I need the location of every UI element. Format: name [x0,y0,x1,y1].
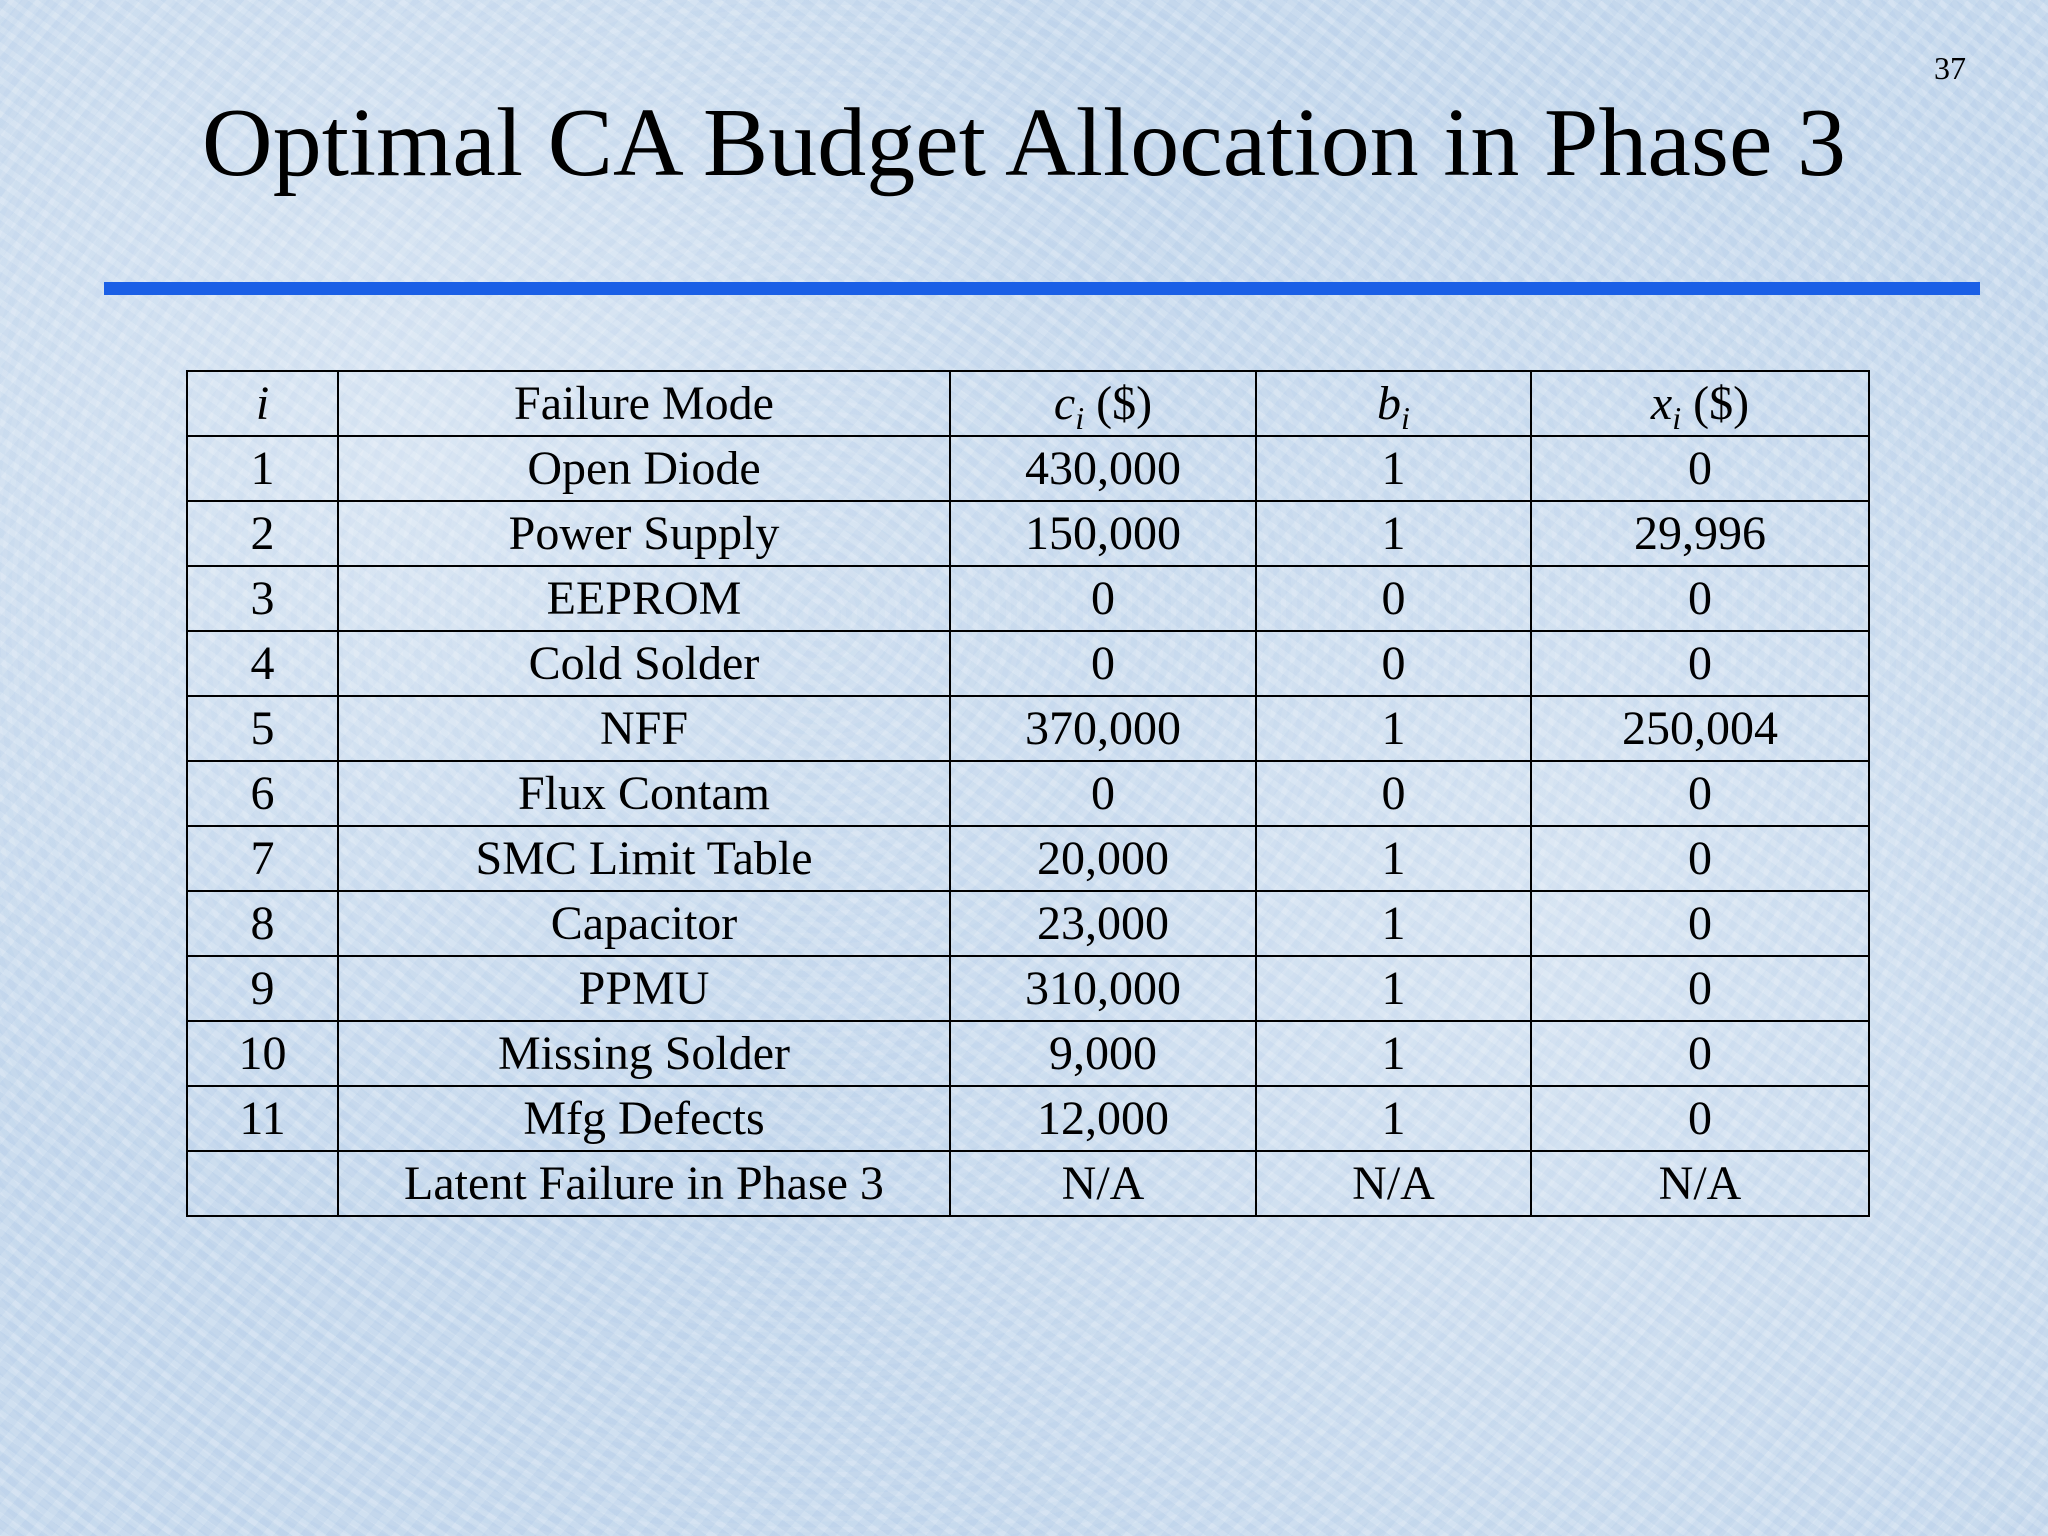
cell-failure-mode: Cold Solder [338,631,950,696]
cell-binary: 1 [1256,1086,1531,1151]
cell-index [187,1151,338,1216]
table-header-row [187,371,1869,436]
table-row [187,1086,1869,1151]
cell-binary: 1 [1256,696,1531,761]
cell-allocation: 0 [1531,436,1869,501]
cell-cost: 310,000 [950,956,1256,1021]
table-row [187,891,1869,956]
cell-cost: 0 [950,566,1256,631]
table-row [187,956,1869,1021]
cell-allocation: 0 [1531,891,1869,956]
cell-index: 1 [187,436,338,501]
cell-allocation: 0 [1531,631,1869,696]
cell-cost: 0 [950,631,1256,696]
table-row [187,501,1869,566]
cell-failure-mode: Missing Solder [338,1021,950,1086]
header-binary: $b_i$ [1256,371,1531,436]
cell-binary: N/A [1256,1151,1531,1216]
cell-failure-mode: EEPROM [338,566,950,631]
table-row [187,436,1869,501]
cell-cost: 12,000 [950,1086,1256,1151]
cell-failure-mode: Mfg Defects [338,1086,950,1151]
cell-index: 6 [187,761,338,826]
cell-cost: 20,000 [950,826,1256,891]
table-row [187,566,1869,631]
header-failure-mode: Failure Mode [338,371,950,436]
header-cost: $c_i$ ($) [950,371,1256,436]
cell-index: 9 [187,956,338,1021]
cell-binary: 1 [1256,1021,1531,1086]
title-divider [104,282,1980,295]
cell-failure-mode: NFF [338,696,950,761]
table-row [187,826,1869,891]
cell-binary: 1 [1256,956,1531,1021]
cell-cost: 9,000 [950,1021,1256,1086]
cell-failure-mode: Open Diode [338,436,950,501]
cell-failure-mode: Latent Failure in Phase 3 [338,1151,950,1216]
header-allocation: $x_i$ ($) [1531,371,1869,436]
cell-allocation: 0 [1531,826,1869,891]
cell-allocation: 0 [1531,1086,1869,1151]
cell-binary: 1 [1256,826,1531,891]
cell-cost: 370,000 [950,696,1256,761]
cell-index: 7 [187,826,338,891]
budget-allocation-table [186,370,1870,1217]
cell-cost: 430,000 [950,436,1256,501]
table-row [187,631,1869,696]
cell-cost: N/A [950,1151,1256,1216]
cell-index: 4 [187,631,338,696]
cell-index: 3 [187,566,338,631]
cell-index: 2 [187,501,338,566]
table-row [187,761,1869,826]
header-index: i [187,371,338,436]
cell-failure-mode: Flux Contam [338,761,950,826]
cell-allocation: 0 [1531,566,1869,631]
table-row [187,1021,1869,1086]
cell-index: 10 [187,1021,338,1086]
cell-cost: 23,000 [950,891,1256,956]
table-row [187,696,1869,761]
cell-binary: 1 [1256,436,1531,501]
cell-allocation: 0 [1531,1021,1869,1086]
cell-allocation: 0 [1531,761,1869,826]
cell-binary: 0 [1256,631,1531,696]
cell-failure-mode: PPMU [338,956,950,1021]
cell-failure-mode: Power Supply [338,501,950,566]
cell-binary: 1 [1256,501,1531,566]
cell-index: 11 [187,1086,338,1151]
cell-allocation: N/A [1531,1151,1869,1216]
cell-index: 8 [187,891,338,956]
cell-allocation: 250,004 [1531,696,1869,761]
table-row [187,1151,1869,1216]
cell-index: 5 [187,696,338,761]
cell-cost: 0 [950,761,1256,826]
cell-binary: 0 [1256,761,1531,826]
cell-cost: 150,000 [950,501,1256,566]
cell-failure-mode: Capacitor [338,891,950,956]
cell-allocation: 0 [1531,956,1869,1021]
cell-binary: 0 [1256,566,1531,631]
slide-title: Optimal CA Budget Allocation in Phase 3 [201,89,1847,197]
cell-binary: 1 [1256,891,1531,956]
cell-failure-mode: SMC Limit Table [338,826,950,891]
slide-number: 37 [1934,50,1966,86]
cell-allocation: 29,996 [1531,501,1869,566]
